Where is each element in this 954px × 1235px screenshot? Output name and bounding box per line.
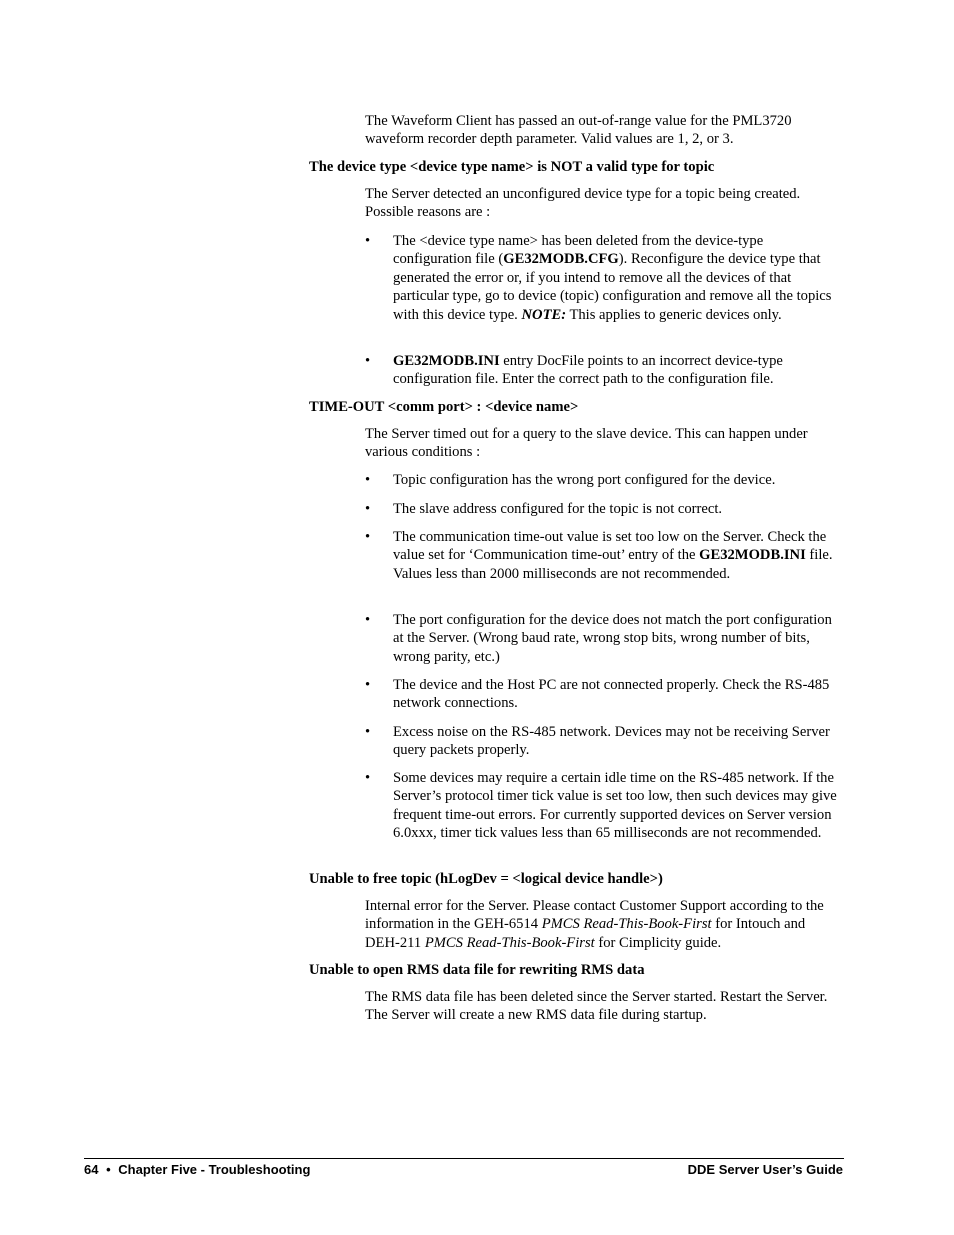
list-item-text: The slave address configured for the topic is not correct. — [393, 501, 723, 517]
heading-timeout: TIME-OUT <comm port> : <device name> — [309, 399, 579, 415]
page-number: 64 — [84, 1162, 99, 1177]
bullet-icon: • — [365, 233, 371, 249]
heading-rms: Unable to open RMS data file for rewriting RMS data — [309, 962, 645, 978]
free-topic-paragraph: Internal error for the Server. Please contact Customer Support according to the information in the GEH-6514 PMCS Read-This-Book-First for Intouch and DEH-211 PMCS Read-This-Book-First for Cimplicity guide. — [365, 898, 824, 951]
guide-title: DDE Server User’s Guide — [687, 1162, 843, 1177]
intro-line-1: The Waveform Client has passed an out-of-range value for the PML3720 — [365, 113, 792, 129]
footer-divider — [84, 1158, 844, 1159]
list-item-text: Some devices may require a certain idle time on the RS-485 network. If the Server’s protocol timer tick value is set too low, then such devices may give frequent time-out errors. For currently supported devices on Server version 6.0xxx, timer tick values less than 65 milliseconds are not recommended. — [393, 770, 837, 842]
list-item-text: Topic configuration has the wrong port configured for the device. — [393, 472, 776, 488]
footer-separator: • — [106, 1162, 111, 1177]
intro-paragraph — [365, 112, 843, 149]
list-item-text: The <device type name> has been deleted from the device-type configuration file (GE32MODB.CFG). Reconfigure the device type that generated the error or, if you intend to remove all the devices of that particular type, go to device (topic) configuration and remove all the topics with this device type. NOTE: This applies to generic devices only. — [393, 233, 832, 323]
footer-left — [84, 1162, 310, 1177]
list-item-text: The communication time-out value is set too low on the Server. Check the value set for ‘Communication time-out’ entry of the GE32MODB.INI file. Values less than 2000 milliseconds are not recommended. — [393, 529, 833, 582]
device-type-paragraph: The Server detected an unconfigured device type for a topic being created. Possible reasons are : — [365, 186, 801, 221]
heading-device-type: The device type <device type name> is NOT a valid type for topic — [309, 159, 715, 175]
timeout-paragraph: The Server timed out for a query to the slave device. This can happen under various conditions : — [365, 426, 808, 461]
list-item-text: The device and the Host PC are not connected properly. Check the RS-485 network connections. — [393, 677, 830, 712]
bullet-icon: • — [365, 770, 371, 786]
bullet-icon: • — [365, 529, 371, 545]
chapter-title: Chapter Five - Troubleshooting — [118, 1162, 311, 1177]
bullet-icon: • — [365, 612, 371, 628]
list-item-text: Excess noise on the RS-485 network. Devices may not be receiving Server query packets properly. — [393, 724, 830, 759]
bullet-icon: • — [365, 677, 371, 693]
bullet-icon: • — [365, 472, 371, 488]
intro-line-2: waveform recorder depth parameter. Valid values are 1, 2, or 3. — [365, 131, 734, 148]
bullet-icon: • — [365, 353, 371, 369]
bullet-icon: • — [365, 501, 371, 517]
bullet-icon: • — [365, 724, 371, 740]
rms-paragraph: The RMS data file has been deleted since the Server started. Restart the Server. The Server will create a new RMS data file during startup. — [365, 989, 828, 1024]
heading-free-topic: Unable to free topic (hLogDev = <logical device handle>) — [309, 871, 663, 887]
list-item-text: GE32MODB.INI entry DocFile points to an incorrect device-type configuration file. Enter the correct path to the configuration file. — [393, 353, 783, 388]
list-item-text: The port configuration for the device does not match the port configuration at the Server. (Wrong baud rate, wrong stop bits, wrong number of bits, wrong parity, etc.) — [393, 612, 832, 665]
